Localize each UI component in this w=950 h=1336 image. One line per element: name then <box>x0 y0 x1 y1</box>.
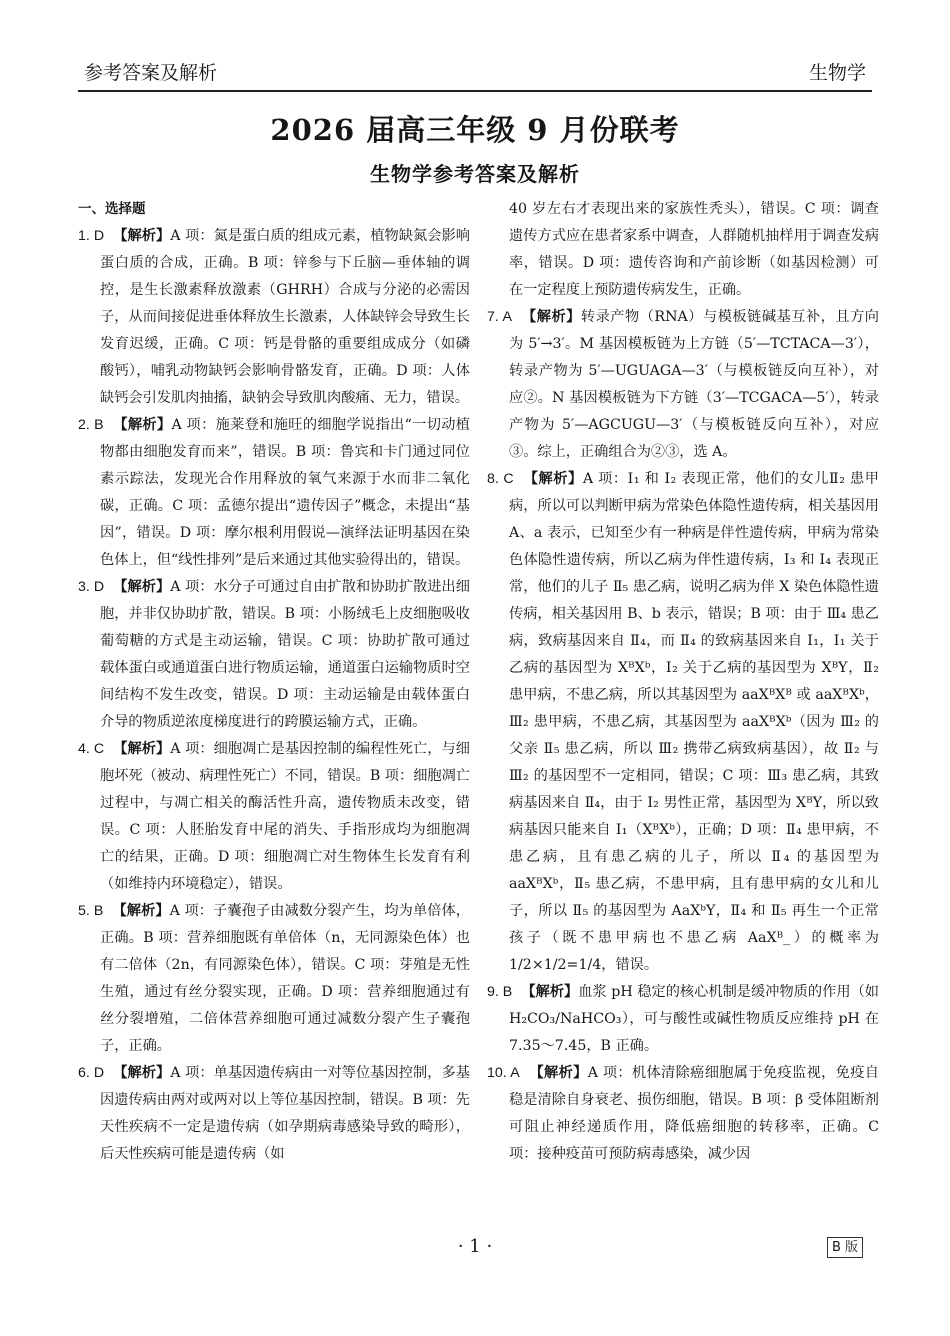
answer-item-3 <box>78 574 470 736</box>
analysis-tag: 【解析】 <box>529 1065 588 1081</box>
page-title: 2026 届高三年级 9 月份联考 <box>270 113 680 147</box>
analysis-text: A 项：氮是蛋白质的组成元素，植物缺氮会影响蛋白质的合成，正确。B 项：锌参与下丘脑—垂体轴的调控，是生长激素释放激素（GHRH）合成与分泌的必需因子，从而间接促进垂体释放生长激素，人体缺锌会导致生长发育迟缓，正确。C 项：钙是骨骼的重要组成成分（如磷酸钙），哺乳动物缺钙会影响骨骼发育，正确。D 项：人体缺钙会引发肌肉抽搐，缺钠会导致肌肉酸痛、无力，错误。 <box>100 228 470 406</box>
answer-item-4 <box>78 736 470 898</box>
analysis-text: 血浆 pH 稳定的核心机制是缓冲物质的作用（如 H₂CO₃/NaHCO₃），可与酸性或碱性物质反应维持 pH 在 7.35～7.45，B 正确。 <box>509 984 879 1054</box>
answer-item-5 <box>78 898 470 1060</box>
analysis-tag: 【解析】 <box>113 417 172 433</box>
answer-number: 7. A <box>487 309 512 325</box>
analysis-text: 转录产物（RNA）与模板链碱基互补，且方向为 5′→3′。M 基因模板链为上方链（5′—TCTACA—3′），转录产物为 5′—UGUAGA—3′（与模板链反向互补），对应②。N 基因模板链为下方链（3′—TCGACA—5′），转录产物为 5′—AGCUGU—3′（与模板链反向互补），对应③。综上，正确组合为②③，选 A。 <box>509 309 879 460</box>
analysis-text: A 项：水分子可通过自由扩散和协助扩散进出细胞，并非仅协助扩散，错误。B 项：小肠绒毛上皮细胞吸收葡萄糖的方式是主动运输，错误。C 项：协助扩散可通过载体蛋白或通道蛋白进行物质运输，通道蛋白运输物质时空间结构不发生改变，错误。D 项：主动运输是由载体蛋白介导的物质逆浓度梯度进行的跨膜运输方式，正确。 <box>100 579 470 730</box>
left-column <box>78 196 470 1168</box>
analysis-tag: 【解析】 <box>523 471 583 487</box>
section-heading: 一、选择题 <box>78 201 146 217</box>
answer-item-1 <box>78 223 470 412</box>
answer-number: 8. C <box>487 471 514 487</box>
answer-number: 4. C <box>78 741 105 757</box>
analysis-text: A 项：子囊孢子由减数分裂产生，均为单倍体，正确。B 项：营养细胞既有单倍体（n，无同源染色体）也有二倍体（2n，有同源染色体），错误。C 项：芽殖是无性生殖，通过有丝分裂实现，正确。D 项：营养细胞通过有丝分裂增殖，二倍体营养细胞可通过减数分裂产生子囊孢子，正确。 <box>100 903 470 1054</box>
answer-item-8 <box>487 466 879 979</box>
page-number: · 1 · <box>457 1236 493 1257</box>
answer-item-6 <box>78 1060 470 1168</box>
analysis-tag: 【解析】 <box>112 903 170 919</box>
analysis-tag: 【解析】 <box>521 984 579 1000</box>
right-column <box>487 196 879 1168</box>
analysis-tag: 【解析】 <box>113 228 171 244</box>
answer-number: 2. B <box>78 417 104 433</box>
analysis-text: A 项：Ⅰ₁ 和 Ⅰ₂ 表现正常，他们的女儿Ⅱ₂ 患甲病，所以可以判断甲病为常染色体隐性遗传病，相关基因用 A、a 表示，已知至少有一种病是伴性遗传病，甲病为常染色体隐性遗传病，所以乙病为伴性遗传病，Ⅰ₃ 和 Ⅰ₄ 表现正常，他们的儿子 Ⅱ₅ 患乙病，说明乙病为伴 X 染色体隐性遗传病，相关基因用 B、b 表示，错误；B 项：由于 Ⅲ₄ 患乙病，致病基因来自 Ⅱ₄，而 Ⅱ₄ 的致病基因来自 Ⅰ₁，Ⅰ₁ 关于乙病的基因型为 XᴮXᵇ，Ⅰ₂ 关于乙病的基因型为 XᴮY，Ⅱ₂ 患甲病，不患乙病，所以其基因型为 aaXᴮXᴮ 或 aaXᴮXᵇ，Ⅲ₂ 患甲病，不患乙病，其基因型为 aaXᴮXᵇ（因为 Ⅲ₂ 的父亲 Ⅱ₅ 患乙病，所以 Ⅲ₂ 携带乙病致病基因），故 Ⅱ₂ 与 Ⅲ₂ 的基因型不一定相同，错误；C 项：Ⅲ₃ 患乙病，其致病基因来自 Ⅱ₄，由于 Ⅰ₂ 男性正常，基因型为 XᴮY，所以致病基因只能来自 Ⅰ₁（XᴮXᵇ），正确；D 项：Ⅱ₄ 患甲病，不患乙病，且有患乙病的儿子，所以 Ⅱ₄ 的基因型为 aaXᴮXᵇ，Ⅱ₅ 患乙病，不患甲病，且有患甲病的女儿和儿子，所以 Ⅱ₅ 的基因型为 AaXᵇY，Ⅱ₄ 和 Ⅱ₅ 再生一个正常孩子（既不患甲病也不患乙病 AaXᴮ_）的概率为 1/2×1/2=1/4，错误。 <box>509 471 879 973</box>
answer-number: 10. A <box>487 1065 520 1081</box>
page-subtitle: 生物学参考答案及解析 <box>370 162 580 186</box>
answer-number: 6. D <box>78 1065 105 1081</box>
header-divider <box>78 90 872 92</box>
analysis-tag: 【解析】 <box>522 309 581 325</box>
answer-item-7 <box>487 304 879 466</box>
analysis-text: A 项：机体清除癌细胞属于免疫监视，免疫自稳是清除自身衰老、损伤细胞，错误。B 项：β 受体阻断剂可阻止神经递质作用，降低癌细胞的转移率，正确。C 项：接种疫苗可预防病毒感染，减少因 <box>509 1065 879 1162</box>
analysis-text: A 项：施莱登和施旺的细胞学说指出“一切动植物都由细胞发育而来”，错误。B 项：鲁宾和卡门通过同位素示踪法，发现光合作用释放的氧气来源于水而非二氧化碳，正确。C 项：孟德尔提出“遗传因子”概念，未提出“基因”，错误。D 项：摩尔根利用假说—演绎法证明基因在染色体上，但“线性排列”是后来通过其他实验得出的，错误。 <box>100 417 470 568</box>
analysis-text: A 项：单基因遗传病由一对等位基因控制，多基因遗传病由两对或两对以上等位基因控制，错误。B 项：先天性疾病不一定是遗传病（如孕期病毒感染导致的畸形），后天性疾病可能是遗传病（如 <box>100 1065 470 1162</box>
answer-number: 3. D <box>78 579 105 595</box>
analysis-text: A 项：细胞凋亡是基因控制的编程性死亡，与细胞坏死（被动、病理性死亡）不同，错误。B 项：细胞凋亡过程中，与凋亡相关的酶活性升高，遗传物质未改变，错误。C 项：人胚胎发育中尾的消失、手指形成均为细胞凋亡的结果，正确。D 项：细胞凋亡对生物体生长发育有利（如维持内环境稳定），错误。 <box>100 741 470 892</box>
answer-item-10 <box>487 1060 879 1168</box>
analysis-tag: 【解析】 <box>113 741 171 757</box>
header-left: 参考答案及解析 <box>84 62 218 84</box>
answer-item-9 <box>487 979 879 1060</box>
answer-number: 9. B <box>487 984 513 1000</box>
analysis-tag: 【解析】 <box>113 1065 171 1081</box>
analysis-tag: 【解析】 <box>113 579 171 595</box>
header-right: 生物学 <box>808 62 866 84</box>
answer-number: 1. D <box>78 228 105 244</box>
answer-item-6-continued: 40 岁左右才表现出来的家族性秃头），错误。C 项：调查遗传方式应在患者家系中调查，人群随机抽样用于调查发病率，错误。D 项：遗传咨询和产前诊断（如基因检测）可在一定程度上预防遗传病发生，正确。 <box>509 201 879 298</box>
answer-item-2 <box>78 412 470 574</box>
version-badge: B 版 <box>827 1237 863 1258</box>
answer-number: 5. B <box>78 903 104 919</box>
